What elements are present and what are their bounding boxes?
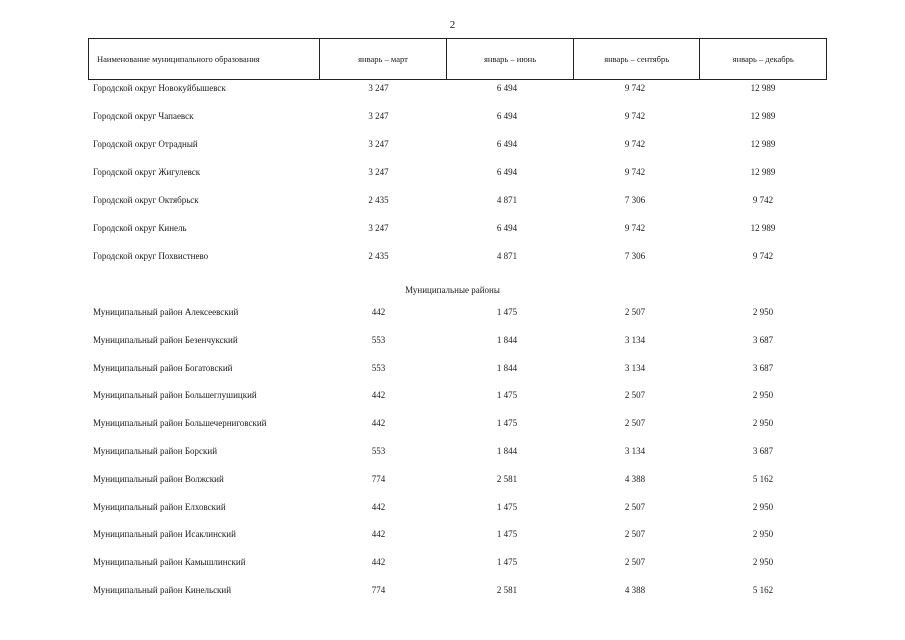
row-9m-cell: 2 507 xyxy=(624,390,646,401)
row-year-cell: 3 687 xyxy=(752,334,774,345)
table-row xyxy=(88,472,827,486)
table-row xyxy=(88,555,827,569)
row-9m-cell: 2 507 xyxy=(624,529,646,540)
row-q1-cell: 553 xyxy=(371,446,386,456)
header-9m: январь – сентябрь xyxy=(573,39,700,79)
header-year: январь – декабрь xyxy=(699,39,826,79)
row-q1-cell: 442 xyxy=(371,501,386,512)
row-name-cell: Муниципальный район Камышлинский xyxy=(93,557,246,568)
row-q1-cell: 3 247 xyxy=(368,139,389,149)
row-year-cell: 12 989 xyxy=(750,167,776,177)
row-h1-cell: 6 494 xyxy=(496,139,518,149)
row-9m-cell: 9 742 xyxy=(624,167,646,177)
row-9m-cell: 3 134 xyxy=(624,446,646,456)
table-row xyxy=(88,305,827,319)
row-9m-cell: 9 742 xyxy=(624,223,646,233)
row-name-cell: Муниципальный район Волжский xyxy=(93,473,224,484)
table-row xyxy=(88,416,827,430)
row-year-cell: 2 950 xyxy=(752,501,774,512)
row-h1-cell: 4 871 xyxy=(496,251,518,261)
row-year-cell: 2 950 xyxy=(752,307,774,317)
row-9m-cell: 9 742 xyxy=(624,83,646,93)
row-h1-cell: 1 475 xyxy=(496,307,518,317)
row-h1-cell: 4 871 xyxy=(496,195,518,205)
row-name-cell: Муниципальный район Алексеевский xyxy=(93,307,239,317)
row-name-cell: Муниципальный район Елховский xyxy=(93,501,226,512)
row-9m-cell: 2 507 xyxy=(624,557,646,568)
row-q1-cell: 442 xyxy=(371,307,386,317)
row-name-cell: Городской округ Похвистнево xyxy=(93,251,209,261)
row-h1-cell: 1 475 xyxy=(496,529,518,540)
row-9m-cell: 7 306 xyxy=(624,195,646,205)
table-row xyxy=(88,81,827,95)
table-row xyxy=(88,137,827,151)
row-9m-cell: 2 507 xyxy=(624,418,646,429)
row-h1-cell: 2 581 xyxy=(496,473,518,484)
row-year-cell: 12 989 xyxy=(750,223,776,233)
row-year-cell: 3 687 xyxy=(752,362,774,373)
row-name-cell: Городской округ Октябрьск xyxy=(93,195,199,205)
row-q1-cell: 442 xyxy=(371,418,386,429)
row-name-cell: Городской округ Новокуйбышевск xyxy=(93,83,226,93)
row-h1-cell: 6 494 xyxy=(496,83,518,93)
table-row xyxy=(88,583,827,597)
row-q1-cell: 553 xyxy=(371,334,386,345)
row-name-cell: Городской округ Жигулевск xyxy=(93,167,201,177)
row-year-cell: 2 950 xyxy=(752,390,774,401)
row-name-cell: Муниципальный район Безенчукский xyxy=(93,334,238,345)
row-year-cell: 12 989 xyxy=(750,111,776,121)
header-q1: январь – март xyxy=(319,39,447,79)
row-9m-cell: 4 388 xyxy=(624,585,646,595)
row-9m-cell: 9 742 xyxy=(624,139,646,149)
row-year-cell: 2 950 xyxy=(752,557,774,568)
row-q1-cell: 2 435 xyxy=(368,251,389,261)
row-q1-cell: 774 xyxy=(371,473,386,484)
table-row xyxy=(88,109,827,123)
row-h1-cell: 6 494 xyxy=(496,167,518,177)
row-h1-cell: 6 494 xyxy=(496,111,518,121)
section-title: Муниципальные районы xyxy=(405,285,500,295)
row-9m-cell: 7 306 xyxy=(624,251,646,261)
row-h1-cell: 1 475 xyxy=(496,390,518,401)
row-year-cell: 2 950 xyxy=(752,529,774,540)
row-h1-cell: 1 844 xyxy=(496,334,518,345)
row-q1-cell: 442 xyxy=(371,557,386,568)
row-name-cell: Муниципальный район Большеглушицкий xyxy=(93,390,257,401)
row-year-cell: 12 989 xyxy=(750,139,776,149)
table-row xyxy=(88,193,827,207)
table-row xyxy=(88,500,827,514)
page-number: 2 xyxy=(449,19,456,31)
header-h1: январь – июнь xyxy=(446,39,573,79)
row-q1-cell: 774 xyxy=(371,585,386,595)
row-name-cell: Муниципальный район Большечерниговский xyxy=(93,418,267,429)
row-year-cell: 12 989 xyxy=(750,83,776,93)
row-q1-cell: 3 247 xyxy=(368,83,389,93)
row-name-cell: Муниципальный район Кинельский xyxy=(93,585,232,595)
row-q1-cell: 3 247 xyxy=(368,111,389,121)
table-row xyxy=(88,527,827,541)
row-q1-cell: 3 247 xyxy=(368,223,389,233)
table-row xyxy=(88,249,827,263)
table-row xyxy=(88,221,827,235)
row-h1-cell: 1 475 xyxy=(496,557,518,568)
row-9m-cell: 4 388 xyxy=(624,473,646,484)
row-name-cell: Городской округ Отрадный xyxy=(93,139,198,149)
row-h1-cell: 6 494 xyxy=(496,223,518,233)
row-year-cell: 5 162 xyxy=(752,585,774,595)
header-name: Наименование муниципального образования xyxy=(97,54,260,64)
table-row xyxy=(88,165,827,179)
row-q1-cell: 442 xyxy=(371,390,386,401)
row-q1-cell: 442 xyxy=(371,529,386,540)
row-q1-cell: 2 435 xyxy=(368,195,389,205)
row-name-cell: Городской округ Кинель xyxy=(93,223,187,233)
row-q1-cell: 553 xyxy=(371,362,386,373)
table-row xyxy=(88,444,827,458)
row-name-cell: Муниципальный район Исаклинский xyxy=(93,529,236,540)
row-9m-cell: 3 134 xyxy=(624,334,646,345)
table-row xyxy=(88,333,827,347)
row-name-cell: Муниципальный район Богатовский xyxy=(93,362,233,373)
row-h1-cell: 1 844 xyxy=(496,362,518,373)
row-name-cell: Муниципальный район Борский xyxy=(93,446,218,456)
row-h1-cell: 1 475 xyxy=(496,418,518,429)
row-h1-cell: 2 581 xyxy=(496,585,518,595)
row-q1-cell: 3 247 xyxy=(368,167,389,177)
row-year-cell: 2 950 xyxy=(752,418,774,429)
row-9m-cell: 2 507 xyxy=(624,307,646,317)
table-row xyxy=(88,388,827,402)
row-year-cell: 5 162 xyxy=(752,473,774,484)
row-9m-cell: 2 507 xyxy=(624,501,646,512)
row-h1-cell: 1 475 xyxy=(496,501,518,512)
row-year-cell: 9 742 xyxy=(752,251,774,261)
row-year-cell: 3 687 xyxy=(752,446,774,456)
row-year-cell: 9 742 xyxy=(752,195,774,205)
row-h1-cell: 1 844 xyxy=(496,446,518,456)
row-9m-cell: 9 742 xyxy=(624,111,646,121)
table-row xyxy=(88,361,827,375)
row-9m-cell: 3 134 xyxy=(624,362,646,373)
table-header xyxy=(88,38,827,80)
row-name-cell: Городской округ Чапаевск xyxy=(93,111,194,121)
